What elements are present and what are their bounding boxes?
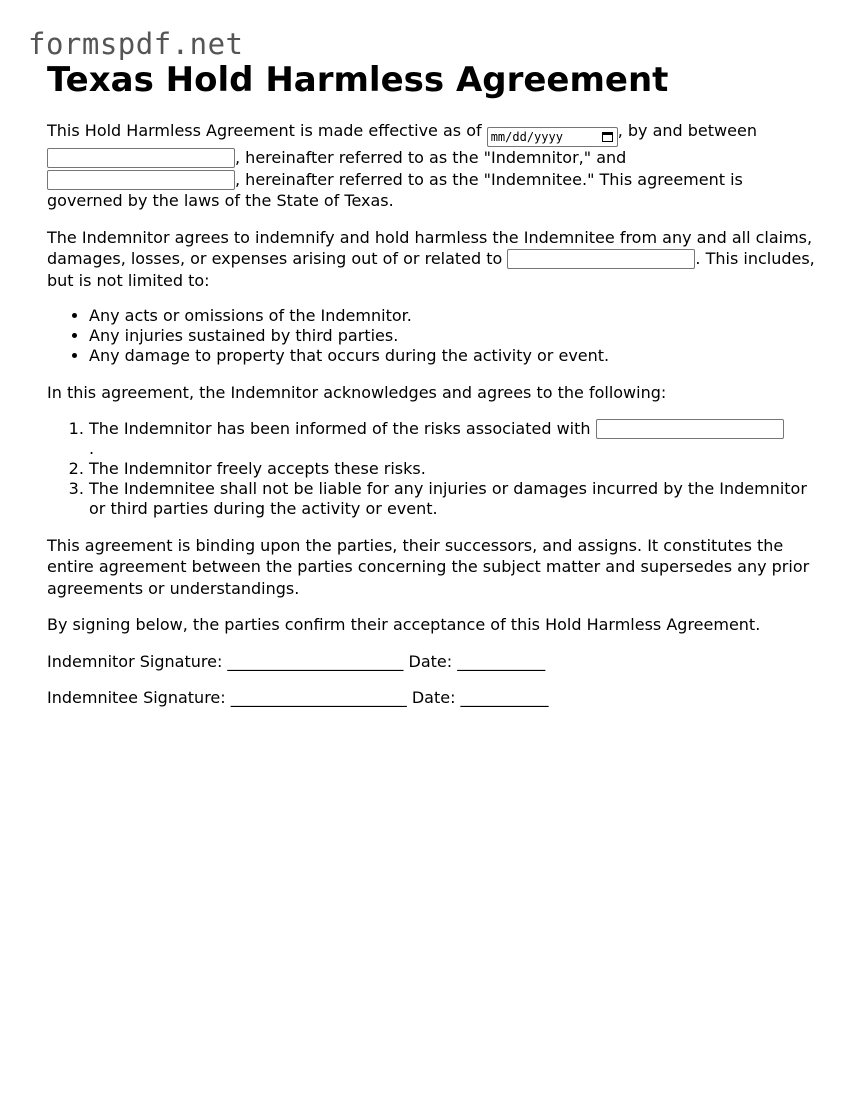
- risk-activity-input[interactable]: [596, 419, 784, 439]
- indemnitor-name-input[interactable]: [47, 148, 235, 168]
- list-item: [89, 419, 817, 459]
- intro-paragraph: [47, 120, 817, 212]
- item1-text: The Indemnitor has been informed of the risks associated with: [89, 418, 596, 438]
- list-item: • Any injuries sustained by third parties.: [89, 326, 817, 346]
- indemnify-paragraph: [47, 227, 817, 292]
- signing-paragraph: By signing below, the parties confirm their acceptance of this Hold Harmless Agreement.: [47, 615, 761, 634]
- document: [47, 58, 817, 724]
- indemnitee-name-input[interactable]: [47, 170, 235, 190]
- activity-input[interactable]: [507, 249, 695, 269]
- binding-paragraph: This agreement is binding upon the parties, their successors, and assigns. It constitutes the entire agreement between the parties concerning the subject matter and supersedes any prior agreements or understandings.: [47, 535, 810, 598]
- calendar-icon[interactable]: [602, 131, 613, 142]
- intro-text-1: This Hold Harmless Agreement is made effective as of: [47, 121, 487, 140]
- indemnitor-signature-line: Indemnitor Signature: ______________________ Date: ___________: [47, 651, 546, 671]
- effective-date-input[interactable]: [487, 127, 618, 147]
- list-item: • Any acts or omissions of the Indemnitor.: [89, 306, 817, 326]
- acknowledge-intro: In this agreement, the Indemnitor acknowledges and agrees to the following:: [47, 383, 667, 402]
- watermark: formspdf.net: [28, 27, 244, 61]
- intro-text-2: , by and between: [617, 121, 757, 140]
- date-placeholder: mm/dd/yyyy: [490, 130, 563, 144]
- acknowledgement-list: [47, 419, 817, 519]
- intro-text-4: , hereinafter referred to as the "Indemnitee." This agreement is governed by the laws of the State of Texas.: [47, 169, 743, 210]
- item1-suffix: .: [89, 438, 95, 458]
- indemnify-text-1: The Indemnitor agrees to indemnify and hold harmless the Indemnitee from any and all claims, damages, losses, or expenses arising out of or related to: [47, 227, 813, 268]
- intro-text-3: , hereinafter referred to as the "Indemnitor," and: [235, 148, 627, 167]
- list-item: 2. The Indemnitor freely accepts these risks.: [89, 459, 817, 479]
- list-item: 3. The Indemnitee shall not be liable for any injuries or damages incurred by the Indemnitor or third parties during the activity or event.: [89, 479, 817, 519]
- list-item: • Any damage to property that occurs during the activity or event.: [89, 346, 817, 366]
- page-title: Texas Hold Harmless Agreement: [47, 60, 669, 100]
- indemnify-text-2: . This includes, but is not limited to:: [47, 249, 815, 290]
- coverage-list: [47, 306, 817, 366]
- indemnitee-signature-line: Indemnitee Signature: ______________________ Date: ___________: [47, 688, 549, 707]
